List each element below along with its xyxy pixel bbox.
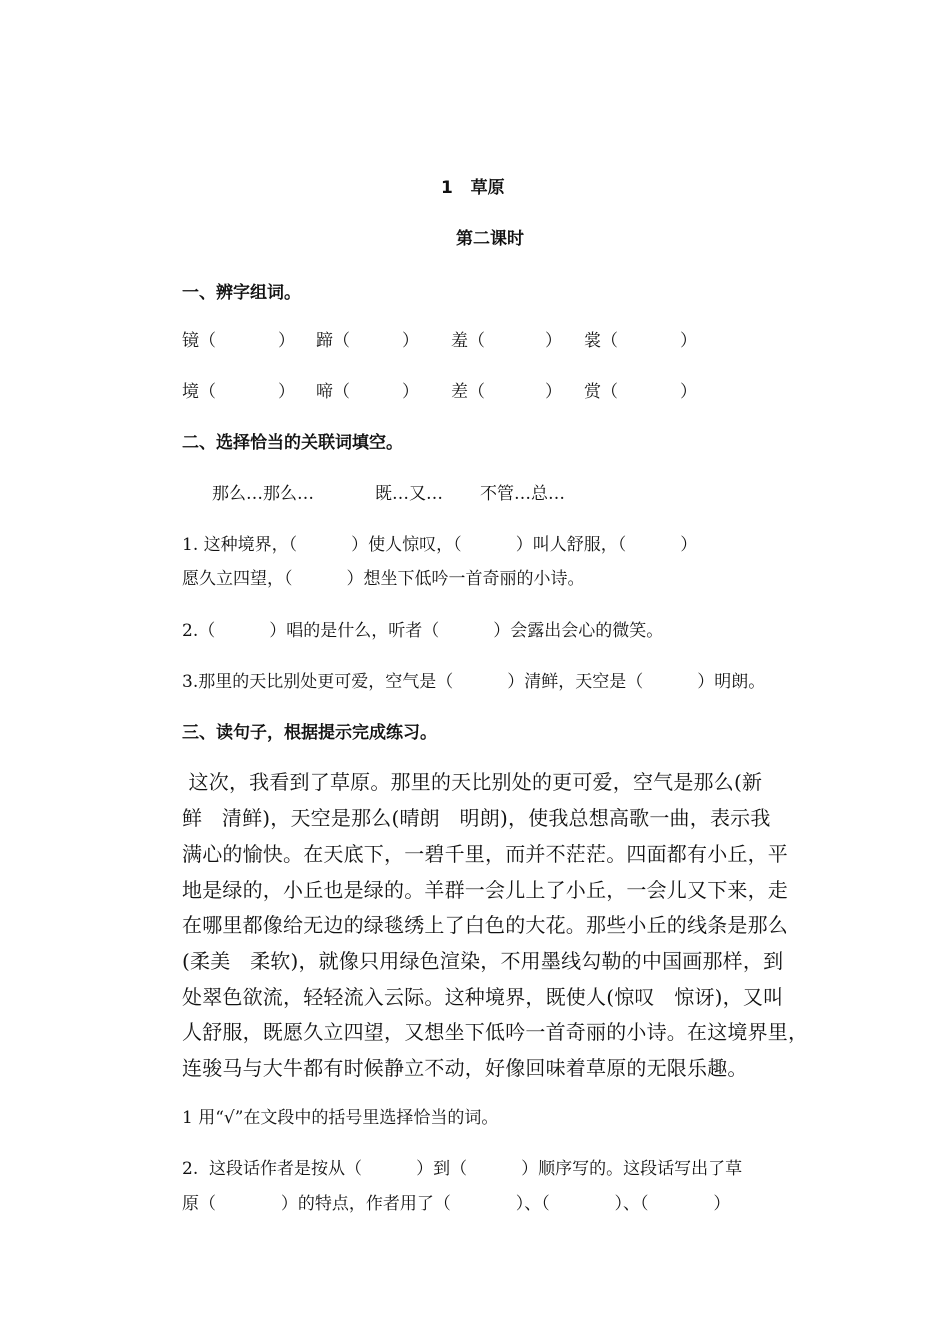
question-2-1-line-2: 愿久立四望，（ ）想坐下低吟一首奇丽的小诗。 [182,569,585,589]
char-cell-close: ） [680,382,697,402]
section-2-heading: 二、选择恰当的关联词填空。 [182,433,403,453]
char-cell: 蹄（ [316,331,350,351]
section-3-heading: 三、读句子，根据提示完成练习。 [182,723,437,743]
char-cell-close: ） [278,382,295,402]
char-cell-close: ） [402,382,419,402]
passage-line: 地是绿的，小丘也是绿的。羊群一会儿上了小丘，一会儿又下来，走 [182,878,788,902]
option-1: 那么…那么… [212,484,314,504]
char-cell: 境（ [182,382,216,402]
char-cell: 差（ [451,382,485,402]
char-cell: 赏（ [584,382,618,402]
question-2-1-line-1: 1. 这种境界，（ ）使人惊叹，（ ）叫人舒服，（ ） [182,535,698,555]
section-1-heading: 一、辨字组词。 [182,283,301,303]
passage-line: 连骏马与大牛都有时候静立不动，好像回味着草原的无限乐趣。 [182,1056,748,1080]
char-cell-close: ） [545,382,562,402]
passage-line: (柔美 柔软)，就像只用绿色渲染，不用墨线勾勒的中国画那样，到 [182,949,784,973]
question-2-3: 3.那里的天比别处更可爱，空气是（ ）清鲜，天空是（ ）明朗。 [182,672,766,692]
question-3-1: 1 用“√”在文段中的括号里选择恰当的词。 [182,1108,499,1128]
char-cell-close: ） [545,331,562,351]
option-2: 既…又… [375,484,443,504]
char-cell: 镜（ [182,331,216,351]
option-3: 不管…总… [480,484,565,504]
char-cell-close: ） [278,331,295,351]
passage-line: 处翠色欲流，轻轻流入云际。这种境界，既使人(惊叹 惊讶)，又叫 [182,985,784,1009]
lesson-subtitle: 第二课时 [456,229,524,249]
passage-line: 人舒服，既愿久立四望，又想坐下低吟一首奇丽的小诗。在这境界里， [182,1020,809,1044]
question-3-2-line-1: 2. 这段话作者是按从（ ）到（ ）顺序写的。这段话写出了草 [182,1159,743,1179]
char-cell: 啼（ [316,382,350,402]
lesson-title: 1 草原 [441,178,505,198]
passage-line: 满心的愉快。在天底下，一碧千里，而并不茫茫。四面都有小丘，平 [182,842,788,866]
question-2-2: 2.（ ）唱的是什么，听者（ ）会露出会心的微笑。 [182,621,664,641]
passage-line: 鲜 清鲜)，天空是那么(晴朗 明朗)，使我总想高歌一曲，表示我 [182,806,771,830]
char-cell-close: ） [402,331,419,351]
question-3-2-line-2: 原（ ）的特点，作者用了（ ）、（ ）、（ ） [182,1194,731,1214]
passage-line: 这次，我看到了草原。那里的天比别处的更可爱，空气是那么(新 [182,770,763,794]
char-cell-close: ） [680,331,697,351]
passage-line: 在哪里都像给无边的绿毯绣上了白色的大花。那些小丘的线条是那么 [182,913,788,937]
char-cell: 羞（ [451,331,485,351]
char-cell: 裳（ [584,331,618,351]
